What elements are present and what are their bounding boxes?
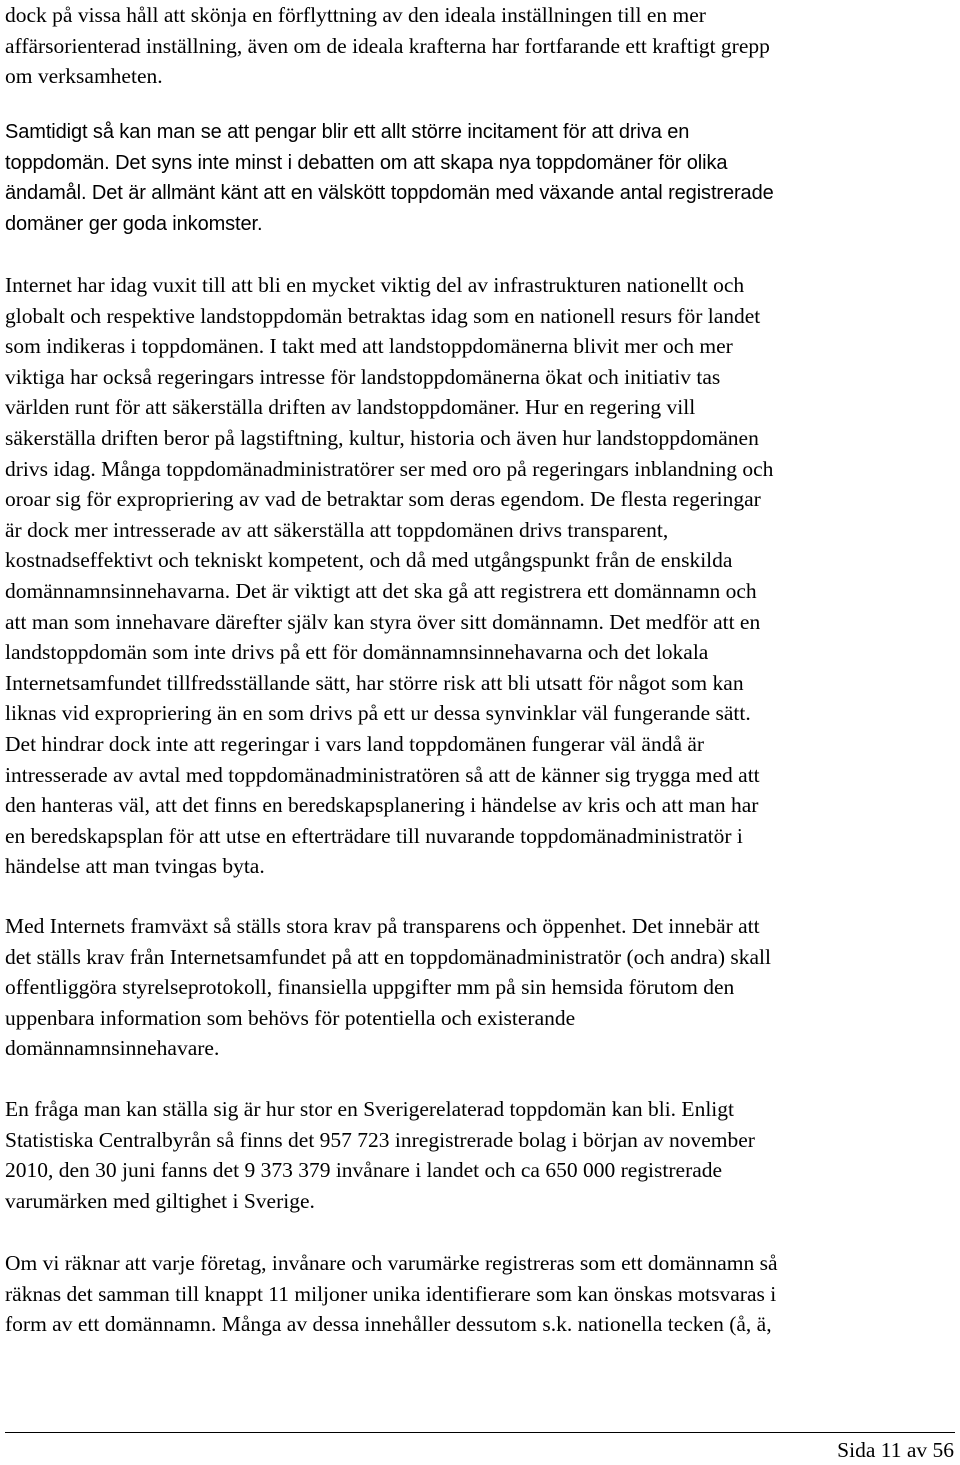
text-line: liknas vid expropriering än en som drivs på ett ur dessa synvinklar väl fungerande sätt. <box>5 701 751 726</box>
text-line: händelse att man tvingas byta. <box>5 854 265 879</box>
text-line: Internet har idag vuxit till att bli en mycket viktig del av infrastrukturen nationellt och <box>5 273 745 297</box>
text-line: affärsorienterad inställning, även om de ideala krafterna har fortfarande ett kraftigt grepp <box>5 33 770 58</box>
text-line: drivs idag. Många toppdomänadministratörer ser med oro på regeringars inblandning och <box>5 456 774 481</box>
text-line: Samtidigt så kan man se att pengar blir ett allt större incitament för att driva en <box>5 121 690 143</box>
paragraph-5 <box>5 1094 755 1216</box>
text-line: uppenbara information som behövs för potentiella och existerande <box>5 1005 576 1030</box>
text-line: oroar sig för expropriering av vad de betraktar som deras egendom. De flesta regeringar <box>5 487 761 512</box>
paragraph-2 <box>5 117 774 239</box>
text-line: är dock mer intresserade av att säkerställa att toppdomänen drivs transparent, <box>5 517 669 542</box>
page-number: Sida 11 av 56 <box>837 1438 954 1462</box>
text-line: Med Internets framväxt så ställs stora krav på transparens och öppenhet. Det innebär att <box>5 914 760 938</box>
text-line: intresserade av avtal med toppdomänadministratören så att de känner sig trygga med att <box>5 762 760 787</box>
footer-divider <box>5 1432 955 1433</box>
paragraph-1 <box>5 0 770 92</box>
text-line: toppdomän. Det syns inte minst i debatten om att skapa nya toppdomäner för olika <box>5 151 728 174</box>
text-line: Statistiska Centralbyrån så finns det 957 723 inregistrerade bolag i början av november <box>5 1127 755 1152</box>
paragraph-3 <box>5 270 773 882</box>
text-line: att man som innehavare därefter själv kan styra över sitt domännamn. Det medför att en <box>5 609 761 634</box>
text-line: offentliggöra styrelseprotokoll, finansiella uppgifter mm på sin hemsida förutom den <box>5 975 735 1000</box>
text-line: varumärken med giltighet i Sverige. <box>5 1188 315 1213</box>
text-line: En fråga man kan ställa sig är hur stor en Sverigerelaterad toppdomän kan bli. Enligt <box>5 1097 734 1121</box>
paragraph-4 <box>5 911 771 1064</box>
text-line: domäner ger goda inkomster. <box>5 212 263 235</box>
text-line: 2010, den 30 juni fanns det 9 373 379 invånare i landet och ca 650 000 registrerade <box>5 1158 723 1183</box>
text-line: landstoppdomän som inte drivs på ett för domännamnsinnehavarna och det lokala <box>5 640 709 665</box>
text-line: viktiga har också regeringars intresse för landstoppdomänerna ökat och initiativ tas <box>5 364 721 389</box>
text-line: den hanteras väl, att det finns en beredskapsplanering i händelse av kris och att man har <box>5 793 759 818</box>
text-line: Om vi räknar att varje företag, invånare och varumärke registreras som ett domännamn så <box>5 1251 778 1275</box>
text-line: globalt och respektive landstoppdomän betraktas idag som en nationell resurs för landet <box>5 303 761 328</box>
text-line: det ställs krav från Internetsamfundet på att en toppdomänadministratör (och andra) skall <box>5 944 771 969</box>
text-line: som indikeras i toppdomänen. I takt med att landstoppdomänerna blivit mer och mer <box>5 334 733 359</box>
text-line: om verksamheten. <box>5 64 163 89</box>
text-line: en beredskapsplan för att utse en efterträdare till nuvarande toppdomänadministratör i <box>5 823 743 848</box>
text-line: ändamål. Det är allmänt känt att en välskött toppdomän med växande antal registrerade <box>5 182 774 205</box>
text-line: domännamnsinnehavare. <box>5 1036 220 1061</box>
text-line: räknas det samman till knappt 11 miljoner unika identifierare som kan önskas motsvaras i <box>5 1281 777 1306</box>
text-line: säkerställa driften beror på lagstiftning, kultur, historia och även hur landstoppdomänen <box>5 425 759 450</box>
text-line: dock på vissa håll att skönja en förflyttning av den ideala inställningen till en mer <box>5 3 706 27</box>
paragraph-6 <box>5 1248 778 1340</box>
text-line: Det hindrar dock inte att regeringar i vars land toppdomänen fungerar väl ändå är <box>5 731 705 756</box>
text-line: världen runt för att säkerställa driften av landstoppdomäner. Hur en regering vill <box>5 395 696 420</box>
text-line: form av ett domännamn. Många av dessa innehåller dessutom s.k. nationella tecken (å, ä, <box>5 1312 772 1337</box>
text-line: Internetsamfundet tillfredsställande sätt, har större risk att bli utsatt för något som kan <box>5 670 744 695</box>
text-line: kostnadseffektivt och tekniskt kompetent, och då med utgångspunkt från de enskilda <box>5 548 733 573</box>
text-line: domännamnsinnehavarna. Det är viktigt att det ska gå att registrera ett domännamn och <box>5 578 757 603</box>
